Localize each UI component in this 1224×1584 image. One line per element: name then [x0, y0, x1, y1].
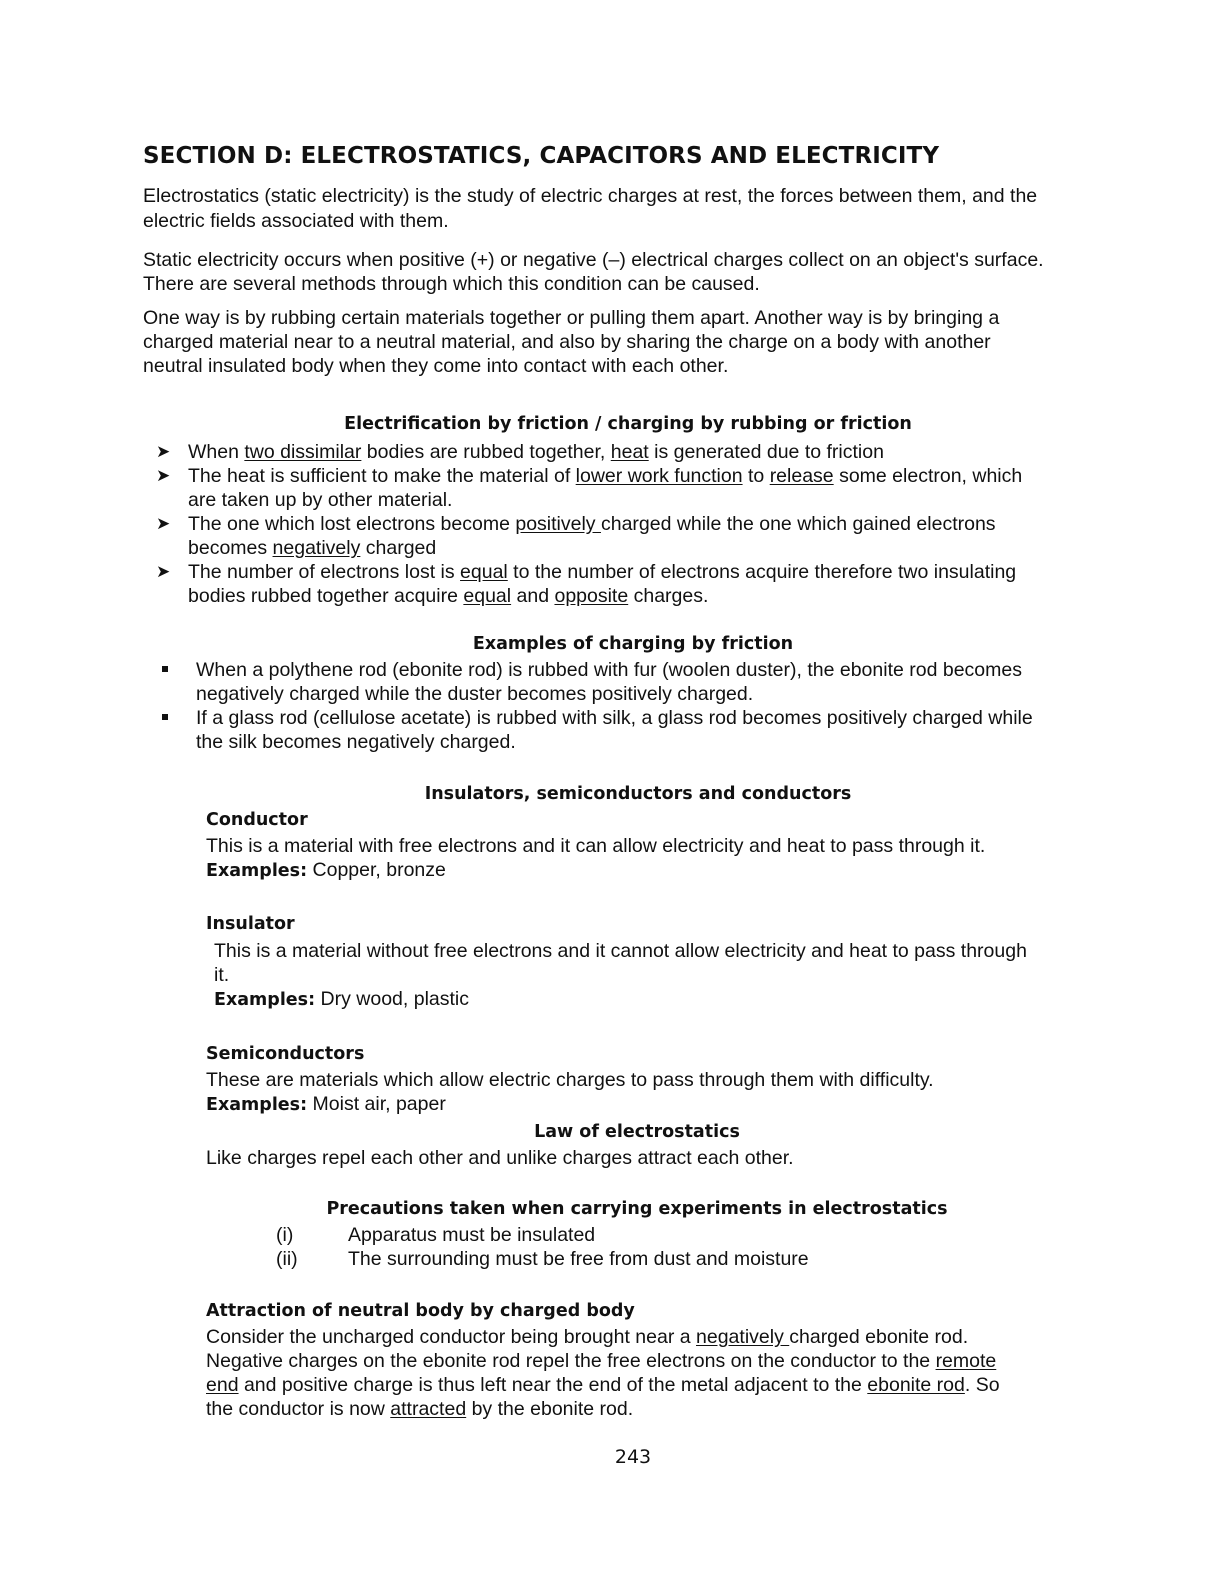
intro-p1-line2: electric fields associated with them. — [143, 210, 449, 232]
example-2-line1: If a glass rod (cellulose acetate) is rubbed with silk, a glass rod becomes positively charged while — [196, 707, 1033, 729]
precaution-1-num: (i) — [276, 1224, 294, 1246]
semiconductor-title: Semiconductors — [206, 1044, 365, 1064]
friction-bullet-3-cont: becomes negatively charged — [188, 537, 437, 559]
law-text: Like charges repel each other and unlike charges attract each other. — [206, 1147, 794, 1169]
insulator-text-line2: it. — [214, 964, 230, 986]
insulator-title: Insulator — [206, 914, 295, 934]
square-bullet-icon — [162, 666, 168, 672]
intro-p2-line1: Static electricity occurs when positive (+) or negative (–) electrical charges collect on an object's surface. — [143, 249, 1044, 271]
intro-p3-line1: One way is by rubbing certain materials together or pulling them apart. Another way is by bringing a — [143, 307, 1000, 329]
conductor-title: Conductor — [206, 810, 308, 830]
examples-heading: Examples of charging by friction — [472, 634, 794, 654]
conductor-text: This is a material with free electrons and it can allow electricity and heat to pass through it. — [206, 835, 986, 857]
friction-bullet-1: When two dissimilar bodies are rubbed together, heat is generated due to friction — [188, 441, 884, 463]
arrow-bullet-icon: ➤ — [156, 442, 171, 461]
materials-heading: Insulators, semiconductors and conductors — [424, 784, 852, 804]
intro-p1-line1: Electrostatics (static electricity) is the study of electric charges at rest, the forces between them, and the — [143, 185, 1038, 207]
friction-bullet-2-cont: are taken up by other material. — [188, 489, 453, 511]
friction-bullet-2: The heat is sufficient to make the material of lower work function to release some electron, which — [188, 465, 1023, 487]
conductor-examples: Examples: Copper, bronze — [206, 859, 446, 881]
precautions-heading: Precautions taken when carrying experiments in electrostatics — [326, 1199, 948, 1219]
semiconductor-examples: Examples: Moist air, paper — [206, 1093, 446, 1115]
section-title: SECTION D: ELECTROSTATICS, CAPACITORS AND ELECTRICITY — [143, 143, 940, 169]
arrow-bullet-icon: ➤ — [156, 466, 171, 485]
intro-p2-line2: There are several methods through which this condition can be caused. — [143, 273, 760, 295]
attraction-heading: Attraction of neutral body by charged body — [206, 1301, 635, 1321]
friction-heading: Electrification by friction / charging by rubbing or friction — [344, 414, 912, 434]
arrow-bullet-icon: ➤ — [156, 562, 171, 581]
square-bullet-icon — [162, 714, 168, 720]
insulator-text-line1: This is a material without free electrons and it cannot allow electricity and heat to pass through — [214, 940, 1027, 962]
attraction-line1: Consider the uncharged conductor being brought near a negatively charged ebonite rod. — [206, 1326, 969, 1348]
precaution-2-num: (ii) — [276, 1248, 298, 1270]
intro-p3-line3: neutral insulated body when they come into contact with each other. — [143, 355, 729, 377]
attraction-line4: the conductor is now attracted by the ebonite rod. — [206, 1398, 634, 1420]
page-number: 243 — [614, 1446, 652, 1468]
insulator-examples: Examples: Dry wood, plastic — [214, 988, 469, 1010]
friction-bullet-4: The number of electrons lost is equal to the number of electrons acquire therefore two insulating — [188, 561, 1017, 583]
precaution-1-text: Apparatus must be insulated — [348, 1224, 596, 1246]
precaution-2-text: The surrounding must be free from dust and moisture — [348, 1248, 809, 1270]
arrow-bullet-icon: ➤ — [156, 514, 171, 533]
attraction-line3: end and positive charge is thus left near the end of the metal adjacent to the ebonite rod. So — [206, 1374, 1000, 1396]
friction-bullet-4-cont: bodies rubbed together acquire equal and opposite charges. — [188, 585, 709, 607]
example-1-line2: negatively charged while the duster becomes positively charged. — [196, 683, 754, 705]
law-heading: Law of electrostatics — [534, 1122, 740, 1142]
attraction-line2: Negative charges on the ebonite rod repel the free electrons on the conductor to the remote — [206, 1350, 997, 1372]
semiconductor-text: These are materials which allow electric charges to pass through them with difficulty. — [206, 1069, 934, 1091]
example-2-line2: the silk becomes negatively charged. — [196, 731, 516, 753]
friction-bullet-3: The one which lost electrons become positively charged while the one which gained electrons — [188, 513, 996, 535]
intro-p3-line2: charged material near to a neutral material, and also by sharing the charge on a body with another — [143, 331, 991, 353]
example-1-line1: When a polythene rod (ebonite rod) is rubbed with fur (woolen duster), the ebonite rod becomes — [196, 659, 1022, 681]
